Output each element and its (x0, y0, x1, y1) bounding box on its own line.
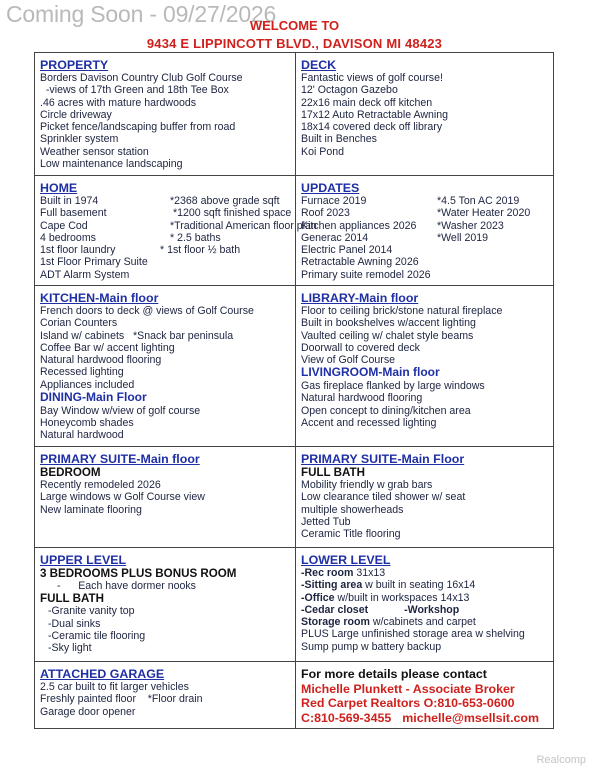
livingroom-line: Open concept to dining/kitchen area (301, 404, 471, 417)
dining-line: Natural hardwood (40, 429, 124, 442)
property-line: Low maintenance landscaping (40, 158, 183, 171)
library-line: Vaulted ceiling w/ chalet style beams (301, 329, 474, 342)
kitchen-line: French doors to deck @ views of Golf Course (40, 305, 254, 317)
property-line: Borders Davison Country Club Golf Course (40, 72, 243, 84)
updates-heading: UPDATES (301, 181, 360, 195)
home-line: 1st Floor Primary Suite (40, 256, 148, 269)
updates-row: Furnace 2019 *4.5 Ton AC 2019 (301, 195, 520, 207)
kitchen-line: Recessed lighting (40, 366, 124, 379)
garage-section (35, 662, 296, 728)
property-line: Picket fence/landscaping buffer from road (40, 121, 236, 134)
dining-line: Honeycomb shades (40, 416, 134, 429)
deck-line: 12' Octagon Gazebo (301, 84, 398, 97)
property-address: 9434 E LIPPINCOTT BLVD., DAVISON MI 48423 (146, 36, 443, 51)
property-line: Circle driveway (40, 108, 112, 121)
deck-line: Built in Benches (301, 133, 377, 146)
dining-heading: DINING-Main Floor (40, 390, 147, 405)
home-heading: HOME (40, 181, 78, 195)
deck-section (296, 53, 553, 176)
agent-name: Michelle Plunkett - Associate Broker (301, 681, 515, 696)
updates-row: Kitchen appliances 2026 *Washer 2023 (301, 219, 504, 232)
bath-line: multiple showerheads (301, 503, 404, 516)
cell-phone: C:810-569-3455 (301, 710, 392, 725)
upper-bath-line: -Granite vanity top (48, 605, 135, 618)
realcomp-watermark: Realcomp (536, 754, 586, 766)
home-section (35, 176, 317, 286)
home-line: ADT Alarm System (40, 268, 130, 281)
full-bath-subheading: FULL BATH (301, 466, 365, 479)
home-row: Full basement *1200 sqft finished space (40, 207, 292, 220)
lower-line: -Office w/built in workspaces 14x13 (301, 591, 470, 604)
library-line: View of Golf Course (301, 354, 396, 367)
feature-table (34, 52, 554, 729)
deck-line: 22x16 main deck off kitchen (301, 96, 433, 109)
upper-bath-line: -Sky light (48, 642, 92, 655)
kitchen-heading: KITCHEN-Main floor (40, 291, 159, 305)
kitchen-line: Coffee Bar w/ accent lighting (40, 341, 175, 354)
garage-heading: ATTACHED GARAGE (40, 667, 165, 681)
updates-line: Primary suite remodel 2026 (301, 268, 431, 281)
home-row: 4 bedrooms * 2.5 baths (40, 231, 221, 244)
lower-line: -Sitting area w built in seating 16x14 (301, 579, 476, 592)
contact-line (301, 711, 549, 726)
bedroom-line: Recently remodeled 2026 (40, 479, 161, 491)
deck-line: Fantastic views of golf course! (301, 72, 443, 84)
bath-line: Jetted Tub (301, 515, 351, 528)
lower-level-heading: LOWER LEVEL (301, 553, 391, 567)
lower-line: Sump pump w battery backup (301, 640, 442, 653)
livingroom-line: Accent and recessed lighting (301, 416, 437, 429)
primary-bedroom-heading: PRIMARY SUITE-Main floor (40, 452, 200, 466)
primary-bath-heading: PRIMARY SUITE-Main Floor (301, 452, 465, 466)
home-row: Built in 1974 *2368 above grade sqft (40, 195, 280, 207)
agent-email[interactable]: michelle@msellsit.com (402, 710, 539, 725)
lower-line: PLUS Large unfinished storage area w shelving (301, 628, 525, 641)
garage-line: 2.5 car built to fit larger vehicles (40, 681, 189, 693)
library-line: Doorwall to covered deck (301, 341, 420, 354)
updates-row: Roof 2023 *Water Heater 2020 (301, 207, 531, 220)
updates-line: Retractable Awning 2026 (301, 256, 419, 269)
updates-line: Electric Panel 2014 (301, 244, 393, 257)
kitchen-line: Island w/ cabinets *Snack bar peninsula (40, 329, 234, 342)
lower-line: -Cedar closet -Workshop (301, 603, 460, 616)
upper-bath-line: -Dual sinks (48, 617, 101, 630)
library-section (296, 286, 553, 447)
dining-line: Bay Window w/view of golf course (40, 404, 201, 417)
lower-level-section (296, 548, 553, 662)
lower-line: -Rec room 31x13 (301, 567, 386, 579)
welcome-title: WELCOME TO (249, 18, 340, 33)
property-line: Weather sensor station (40, 145, 149, 158)
upper-bedrooms-subheading: 3 BEDROOMS PLUS BONUS ROOM (40, 567, 237, 580)
property-line: .46 acres with mature hardwoods (40, 96, 197, 109)
bedroom-line: Large windows w Golf Course view (40, 491, 205, 504)
bedroom-subheading: BEDROOM (40, 466, 101, 479)
deck-heading: DECK (301, 58, 337, 72)
property-line: Sprinkler system (40, 133, 119, 146)
upper-bath-subheading: FULL BATH (40, 592, 104, 606)
upper-level-heading: UPPER LEVEL (40, 553, 127, 567)
contact-intro: For more details please contact (301, 667, 487, 681)
bedroom-line: New laminate flooring (40, 503, 142, 516)
updates-section (296, 176, 553, 286)
kitchen-section (35, 286, 296, 447)
primary-bath-section (296, 447, 553, 548)
garage-line: Garage door opener (40, 705, 136, 718)
library-line: Floor to ceiling brick/stone natural fireplace (301, 305, 503, 317)
coming-soon-watermark: Coming Soon - 09/27/2026 (6, 1, 277, 27)
updates-row: Generac 2014 *Well 2019 (301, 231, 489, 244)
office-phone: Red Carpet Realtors O:810-653-0600 (301, 696, 515, 710)
bath-line: Ceramic Title flooring (301, 528, 401, 541)
kitchen-line: Corian Counters (40, 317, 118, 330)
livingroom-line: Gas fireplace flanked by large windows (301, 379, 485, 392)
home-row: Cape Cod *Traditional American floor plan (40, 219, 317, 232)
property-section (35, 53, 296, 176)
lower-line: Storage room w/cabinets and carpet (301, 616, 476, 629)
deck-line: 17x12 Auto Retractable Awning (301, 108, 449, 121)
upper-bath-line: -Ceramic tile flooring (48, 629, 146, 642)
property-heading: PROPERTY (40, 58, 109, 72)
primary-bedroom-section (35, 447, 296, 548)
kitchen-line: Natural hardwood flooring (40, 354, 162, 367)
deck-line: Koi Pond (301, 145, 344, 158)
garage-line: Freshly painted floor *Floor drain (40, 693, 203, 706)
contact-section (296, 662, 553, 728)
livingroom-heading: LIVINGROOM-Main floor (301, 365, 440, 380)
library-line: Built in bookshelves w/accent lighting (301, 317, 476, 330)
library-heading: LIBRARY-Main floor (301, 291, 419, 305)
upper-note: - Each have dormer nooks (57, 580, 196, 592)
kitchen-line: Appliances included (40, 378, 135, 391)
upper-level-section (35, 548, 296, 662)
property-line: -views of 17th Green and 18th Tee Box (40, 84, 229, 97)
home-row: 1st floor laundry * 1st floor ½ bath (40, 244, 241, 257)
deck-line: 18x14 covered deck off library (301, 121, 443, 134)
bath-line: Low clearance tiled shower w/ seat (301, 491, 466, 504)
bath-line: Mobility friendly w grab bars (301, 479, 433, 491)
livingroom-line: Natural hardwood flooring (301, 392, 423, 405)
